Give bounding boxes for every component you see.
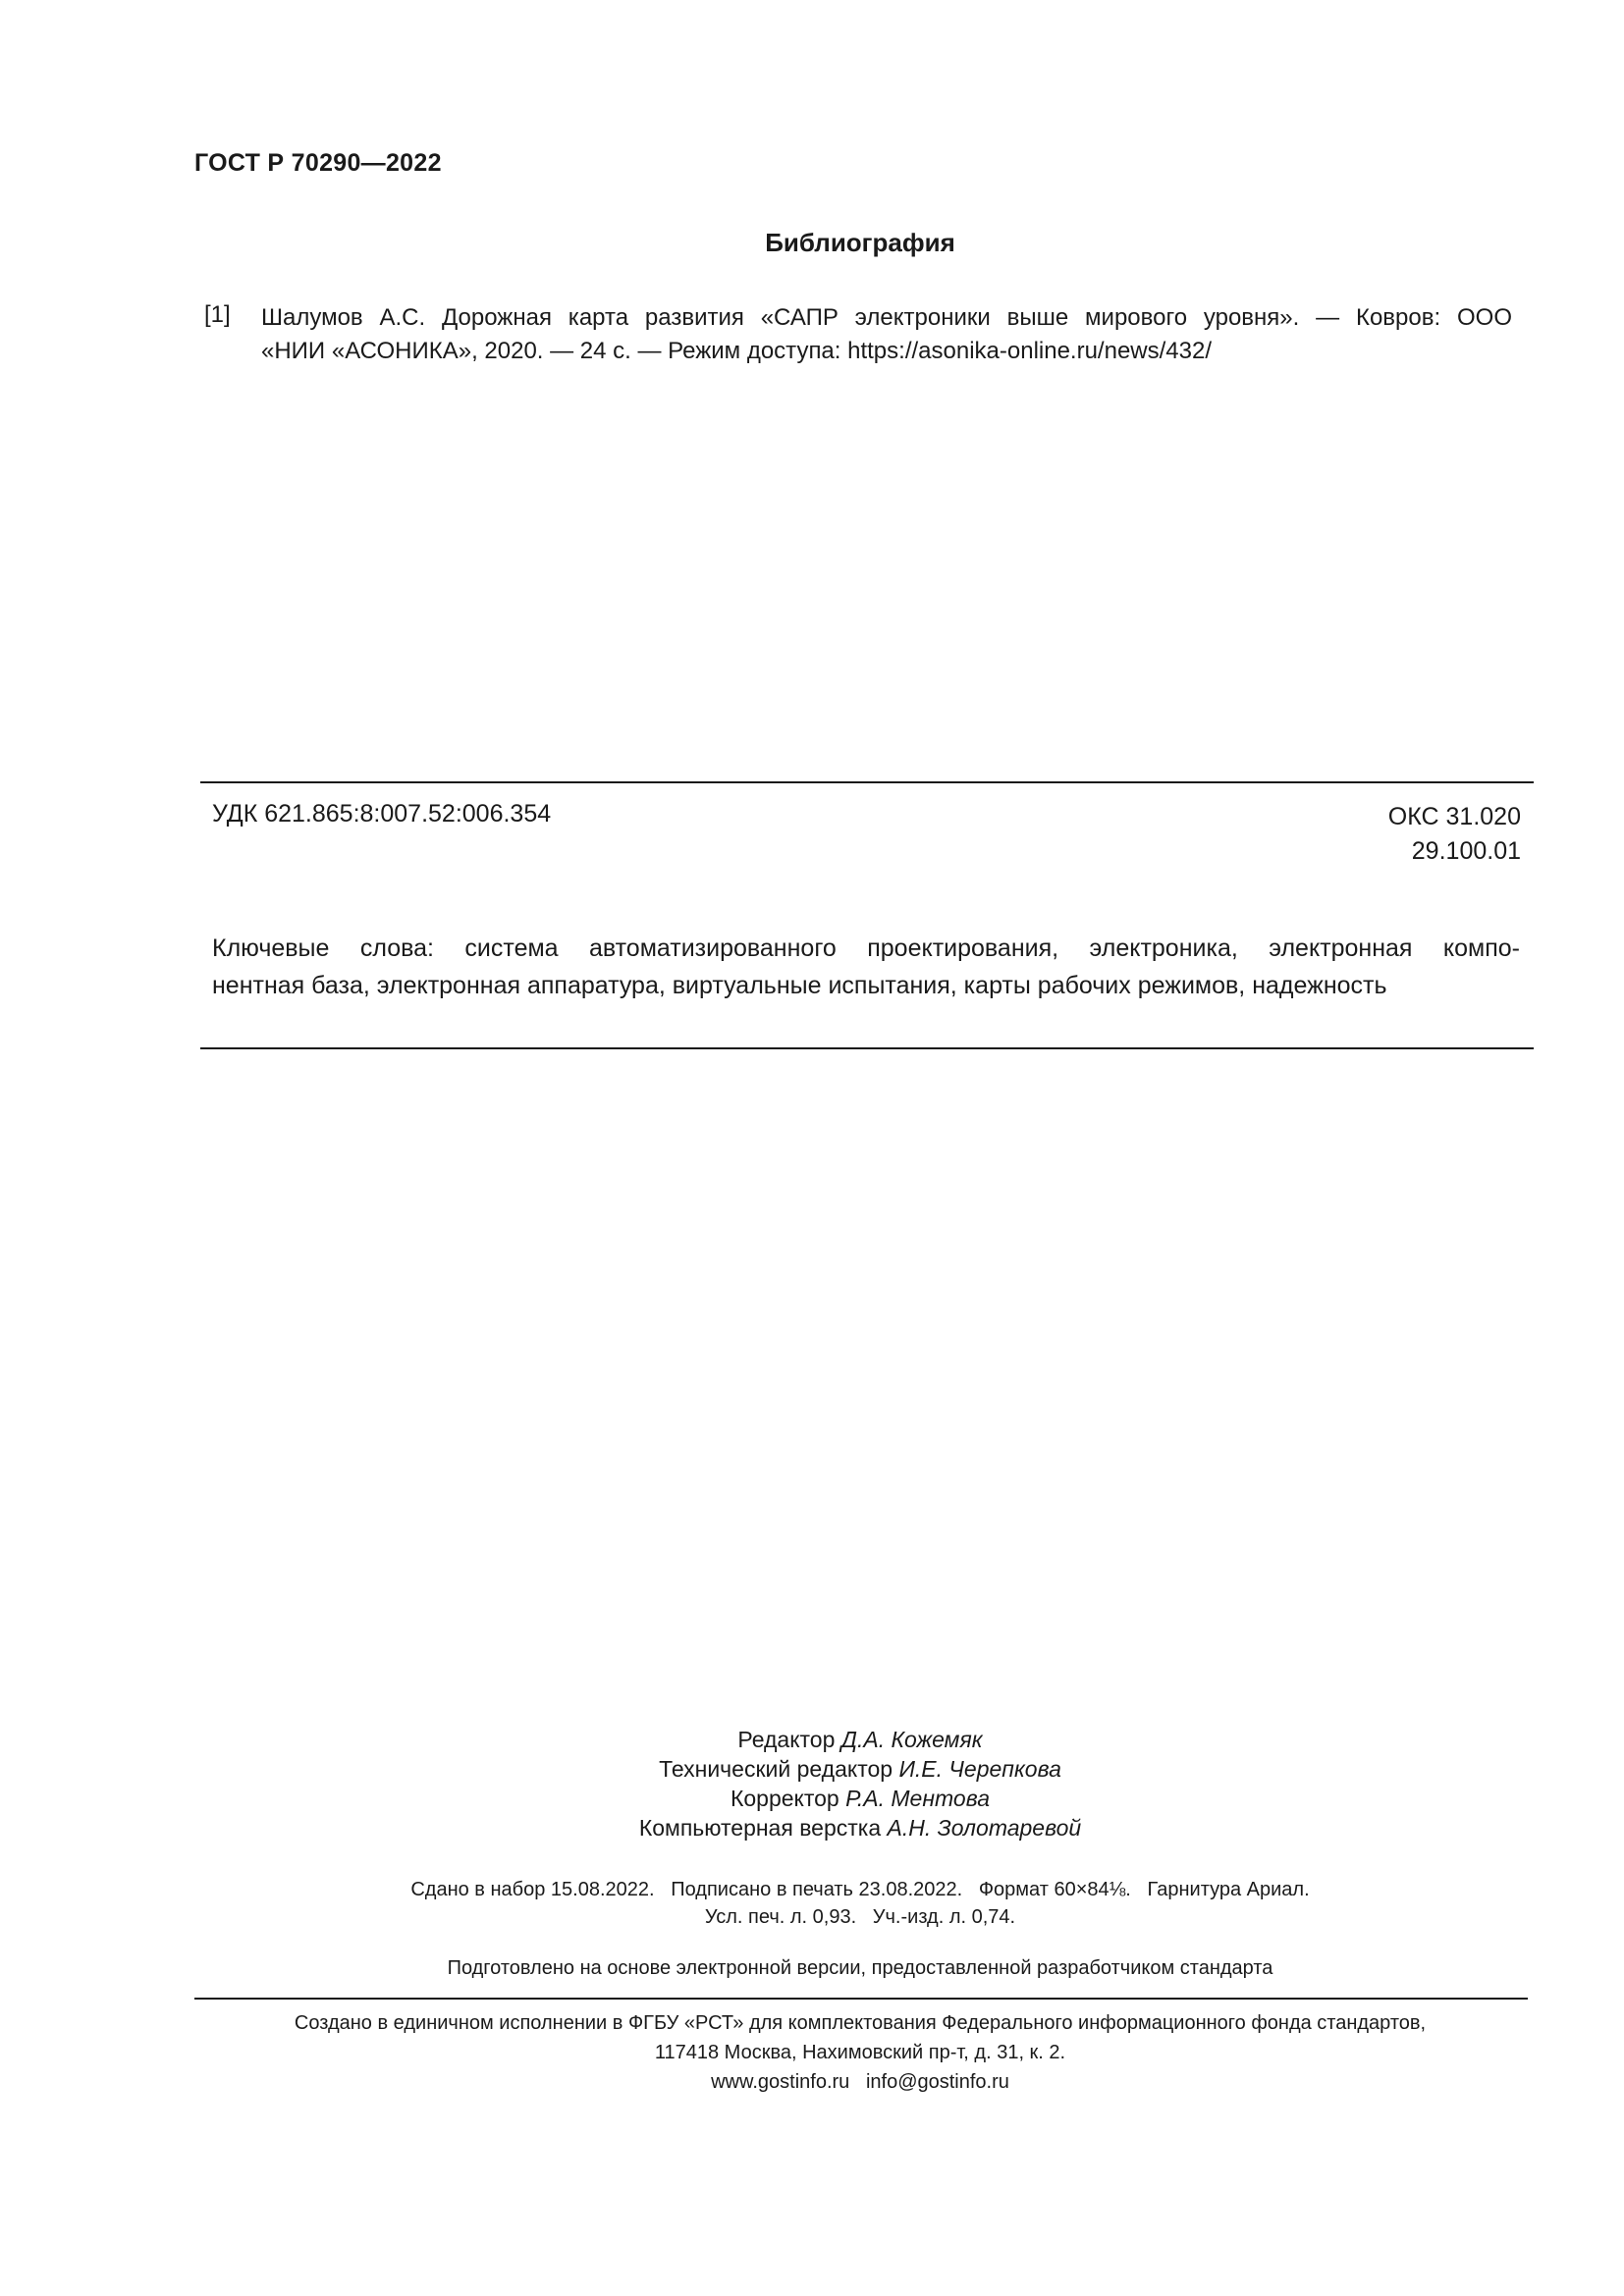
editor-credit (0, 1725, 1624, 1754)
print-info-line: Сдано в набор 15.08.2022. Подписано в печать 23.08.2022. Формат 60×84⅛. Гарнитура Ариал. (410, 1879, 1310, 1900)
keywords-line: нентная база, электронная аппаратура, виртуальные испытания, карты рабочих режимов, надежность (212, 972, 1387, 999)
role-label: Редактор (737, 1727, 836, 1752)
oks-code: 29.100.01 (1411, 837, 1521, 865)
divider-line (200, 781, 1534, 783)
person-name: А.Н. Золотаревой (887, 1815, 1082, 1841)
print-info-line: Усл. печ. л. 0,93. Уч.-изд. л. 0,74. (704, 1906, 1016, 1928)
person-name: И.Е. Черепкова (898, 1756, 1061, 1782)
role-label: Технический редактор (659, 1756, 893, 1782)
layout-credit (0, 1813, 1624, 1842)
publisher-info (0, 2008, 1624, 2097)
corrector-credit (0, 1784, 1624, 1813)
prepared-note: Подготовлено на основе электронной версии, предоставленной разработчиком стандарта (447, 1957, 1273, 1979)
reference-number: [1] (204, 301, 231, 328)
publisher-contacts (0, 2067, 1624, 2097)
keywords-paragraph (212, 930, 1520, 1004)
tech-editor-credit (0, 1754, 1624, 1784)
oks-code: ОКС 31.020 (1387, 803, 1521, 830)
divider-line (194, 1998, 1528, 2000)
bibliography-title: Библиография (765, 228, 955, 257)
standard-code: ГОСТ Р 70290—2022 (194, 149, 442, 177)
person-name: Р.А. Ментова (845, 1786, 990, 1811)
staff-credits (0, 1725, 1624, 1842)
print-info (0, 1876, 1624, 1931)
keywords-line: Ключевые слова: система автоматизированного проектирования, электроника, электронная компо- (212, 934, 1520, 962)
reference-line: Шалумов А.С. Дорожная карта развития «САПР электроники выше мирового уровня». — Ковров: ООО (261, 304, 1512, 331)
publisher-address: 117418 Москва, Нахимовский пр-т, д. 31, к. 2. (654, 2042, 1066, 2063)
person-name: Д.А. Кожемяк (840, 1727, 983, 1752)
website-link[interactable]: www.gostinfo.ru (711, 2071, 850, 2093)
reference-line: «НИИ «АСОНИКА», 2020. — 24 с. — Режим доступа: https://asonika-online.ru/news/432/ (261, 338, 1213, 364)
role-label: Корректор (730, 1786, 839, 1811)
email-link[interactable]: info@gostinfo.ru (865, 2071, 1009, 2093)
divider-line (200, 1047, 1534, 1049)
publisher-line: Создано в единичном исполнении в ФГБУ «РСТ» для комплектования Федерального информационного фонда стандартов, (294, 2012, 1427, 2034)
udk-code: УДК 621.865:8:007.52:006.354 (212, 800, 552, 828)
reference-text (261, 301, 1512, 368)
role-label: Компьютерная верстка (638, 1815, 882, 1841)
oks-codes (1388, 800, 1521, 869)
